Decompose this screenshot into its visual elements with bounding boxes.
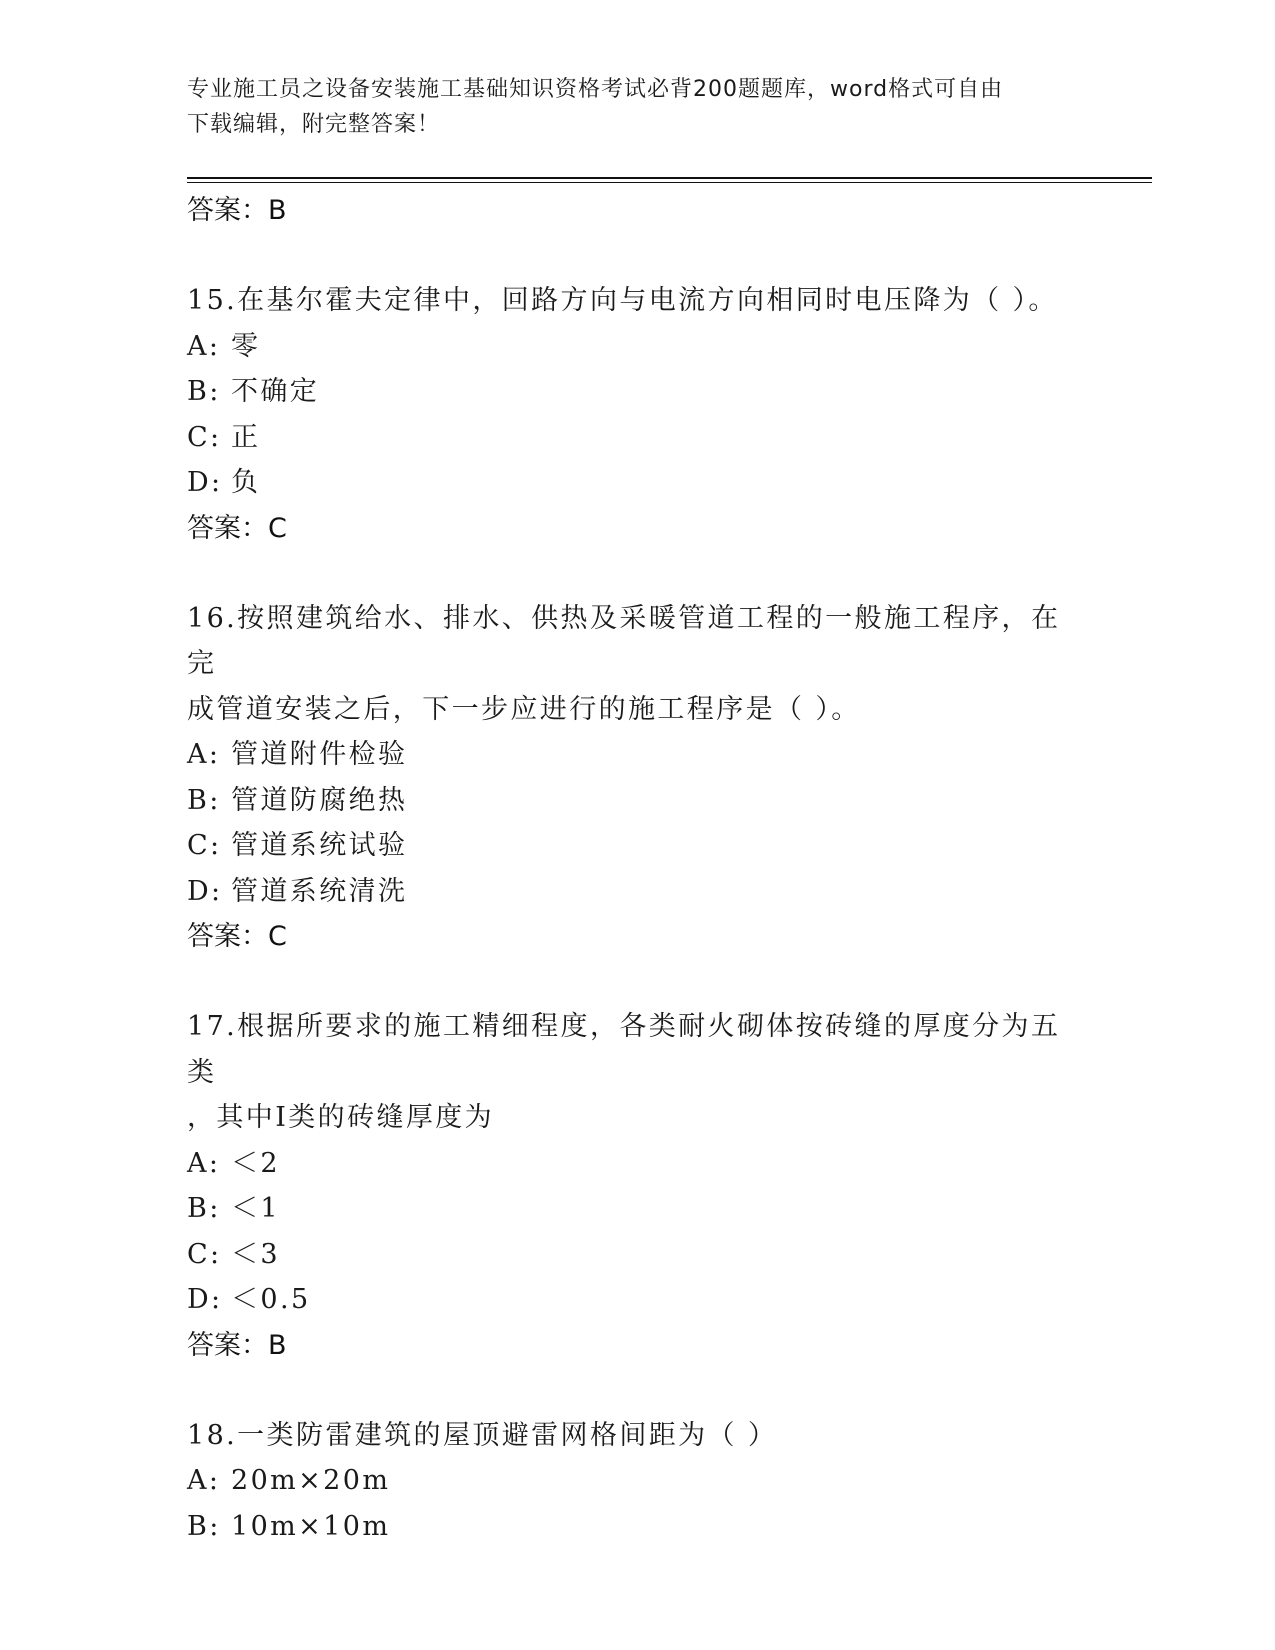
- question-block: [187, 596, 1087, 961]
- header-line-1: 专业施工员之设备安装施工基础知识资格考试必背200题题库，word格式可自由: [187, 77, 1004, 102]
- option-a: [187, 732, 1087, 778]
- question-block: [187, 278, 1087, 552]
- option-text: ＜2: [231, 1147, 280, 1179]
- question-stem: 16.按照建筑给水、排水、供热及采暖管道工程的一般施工程序，在完: [187, 602, 1061, 679]
- spacer: [187, 552, 1087, 596]
- option-letter: A:: [187, 739, 221, 770]
- option-a: [187, 324, 1087, 370]
- question-stem: 15.在基尔霍夫定律中，回路方向与电流方向相同时电压降为（ ）。: [187, 285, 1058, 316]
- option-letter: C:: [187, 830, 222, 861]
- question-list: [187, 188, 1087, 1549]
- answer-line: 答案：C: [187, 512, 287, 544]
- question-stem-continued: ，其中Ⅰ类的砖缝厚度为: [187, 1102, 495, 1133]
- option-letter: B:: [187, 784, 221, 816]
- question-block: [187, 1413, 1087, 1550]
- option-text: 管道防腐绝热: [231, 784, 408, 816]
- option-text: ＜3: [231, 1238, 280, 1270]
- option-c: [187, 1232, 1087, 1278]
- answer-line: 答案：C: [187, 921, 287, 952]
- option-text: 20m×20m: [231, 1465, 391, 1496]
- spacer: [187, 960, 1087, 1004]
- option-letter: A:: [187, 1465, 221, 1496]
- option-letter: D:: [187, 875, 223, 907]
- previous-answer: 答案：B: [187, 195, 287, 226]
- option-b: [187, 1186, 1087, 1232]
- spacer: [187, 1369, 1087, 1413]
- option-text: 负: [231, 467, 261, 498]
- option-letter: A:: [187, 330, 221, 362]
- option-text: ＜1: [231, 1193, 280, 1224]
- option-c: [187, 415, 1087, 461]
- option-text: 10m×10m: [231, 1510, 391, 1542]
- option-text: 管道附件检验: [231, 739, 408, 770]
- question-stem: 18.一类防雷建筑的屋顶避雷网格间距为（ ）: [187, 1419, 778, 1451]
- option-letter: D:: [187, 467, 223, 498]
- option-text: ＜0.5: [231, 1284, 311, 1315]
- option-letter: C:: [187, 421, 222, 453]
- option-a: [187, 1141, 1087, 1187]
- option-text: 正: [231, 421, 261, 453]
- option-c: [187, 823, 1087, 869]
- option-text: 不确定: [231, 376, 320, 407]
- option-letter: C:: [187, 1238, 222, 1270]
- option-text: 零: [231, 330, 261, 362]
- option-d: [187, 1277, 1087, 1323]
- option-letter: B:: [187, 1193, 221, 1224]
- option-letter: A:: [187, 1147, 221, 1179]
- question-stem: 17.根据所要求的施工精细程度，各类耐火砌体按砖缝的厚度分为五类: [187, 1011, 1061, 1088]
- option-a: [187, 1458, 1087, 1504]
- spacer: [187, 234, 1087, 278]
- option-text: 管道系统试验: [231, 830, 408, 861]
- header-divider-thick: [187, 177, 1152, 179]
- question-stem-continued: 成管道安装之后，下一步应进行的施工程序是（ ）。: [187, 693, 861, 725]
- option-letter: D:: [187, 1284, 223, 1315]
- option-d: [187, 869, 1087, 915]
- option-letter: B:: [187, 376, 221, 407]
- question-block: [187, 1004, 1087, 1369]
- option-d: [187, 460, 1087, 506]
- header-line-2: 下载编辑，附完整答案！: [187, 112, 441, 137]
- option-b: [187, 1504, 1087, 1550]
- option-letter: B:: [187, 1510, 221, 1542]
- option-text: 管道系统清洗: [231, 875, 408, 907]
- document-header: [187, 72, 1067, 142]
- answer-line: 答案：B: [187, 1329, 287, 1361]
- option-b: [187, 778, 1087, 824]
- header-divider-thin: [187, 182, 1152, 183]
- option-b: [187, 369, 1087, 415]
